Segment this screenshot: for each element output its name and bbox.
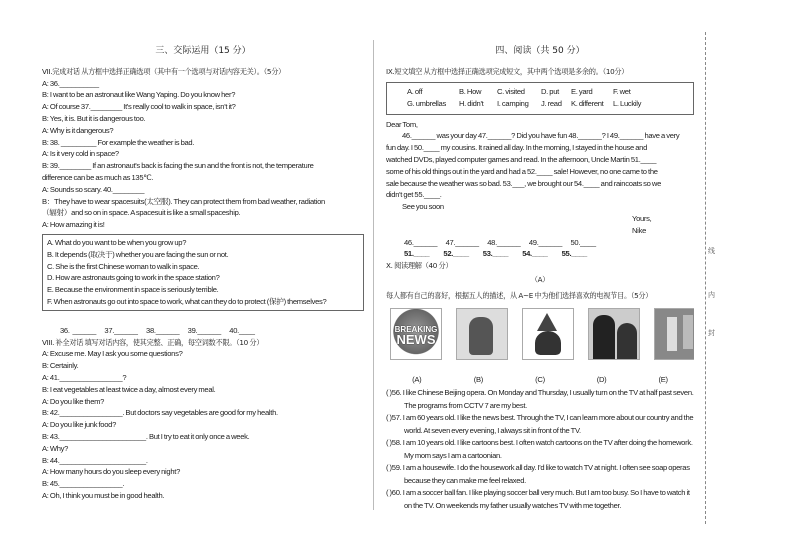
- letter-line: fun day. I 50.____ my cousins. It rained all day. In the morning, I stayed in the house and: [386, 143, 648, 153]
- part-a-label: （A）: [530, 274, 550, 284]
- instruction: 每人都有自己的喜好，根据五人的描述，从 A~E 中为他们选择喜欢的电视节目。（5分）: [386, 290, 653, 300]
- dialog-line: B: 43.______________________. But I try to eat it only once a week.: [42, 431, 250, 441]
- image-label: (B): [473, 374, 483, 384]
- letter-line: watched DVDs, played computer games and read. In the afternoon, Uncle Martin 51.____: [386, 154, 657, 164]
- option-item: A. What do you want to be when you grow up?: [47, 237, 187, 247]
- dialog-line: A: Why?: [42, 443, 69, 453]
- letter-line: some of his old things out in the yard and had a 52.____ sale! However, no one came to the: [386, 166, 658, 176]
- dialog-line: B：They have to wear spacesuits(太空服). They can protect them from bad weather, radiation: [42, 196, 325, 206]
- dialog-completion: [42, 78, 364, 231]
- dialog-line: A: How many hours do you sleep every night?: [42, 467, 181, 477]
- question-item: ( )60. I am a soccer ball fan. I like playing soccer ball very much. But I am too busy. So I have to watch it on the TV. On weekends my father usually watches TV with me together.: [386, 488, 690, 510]
- dialog-line: B: 42.________________. But doctors say vegetables are good for my health.: [42, 408, 278, 418]
- dialog-line: A: Of course 37.________ It's really cool to walk in space, isn't it?: [42, 102, 236, 112]
- dialog-line: A: Do you like junk food?: [42, 420, 117, 430]
- x-heading: X. 阅读理解（40 分）: [386, 261, 453, 271]
- option-item: B. It depends (取决于) whether you are facing the sun or not.: [47, 249, 229, 259]
- letter-line: Dear Tom,: [386, 119, 418, 129]
- question-item: ( )56. I like Chinese Beijing opera. On Monday and Thursday, I usually turn on the TV at half past seven. The programs from CCTV 7 are my best.: [386, 388, 694, 410]
- soccer-image: [654, 308, 694, 360]
- signature-name: Nike: [632, 225, 646, 235]
- opera-image: [456, 308, 508, 360]
- dialog-line: B: Yes, it is. But it is dangerous too.: [42, 113, 146, 123]
- option-item: F. When astronauts go out into space to work, what can they do to protect (保护) themselves?: [47, 296, 327, 306]
- dialog-line: B: I want to be an astronaut like Wang Yaping. Do you know her?: [42, 90, 236, 100]
- question-item: ( )57. I am 60 years old. I like the news best. Through the TV, I can learn more about our country and the world. At seven every evening, I always sit in front of the TV.: [386, 413, 694, 435]
- dialog-line: B: 38. _________ For example the weather is bad.: [42, 137, 195, 147]
- dialog-line: （辐射）and so on in space. A spacesuit is like a small spaceship.: [42, 208, 241, 218]
- word-option: D. put: [541, 86, 559, 96]
- word-option: E. yard: [571, 86, 593, 96]
- dialog-line: B: 39.________ If an astronaut's back is facing the sun and the front is not, the temperature: [42, 161, 314, 171]
- left-column: [42, 44, 364, 502]
- image-label: (D): [596, 374, 607, 384]
- letter-line: 46.______ was your day 47.______? Did you have fun 48.______? I 49.______ have a very: [402, 131, 680, 141]
- dialog-line: A: Sounds so scary. 40.________: [42, 184, 145, 194]
- question-item: ( )59. I am a housewife. I do the housework all day. I'd like to watch TV at night. I often see soap operas because they can make me feel relaxed.: [386, 463, 690, 485]
- dialog-line: A: Why is it dangerous?: [42, 125, 114, 135]
- word-options-row: [407, 86, 693, 99]
- dialog-line: A: 36.__________: [42, 78, 99, 88]
- word-options-box: [386, 82, 694, 115]
- word-option: G. umbrellas: [407, 99, 446, 109]
- margin-mark: 内: [708, 291, 715, 299]
- column-divider: [373, 40, 374, 510]
- right-column: [386, 44, 694, 512]
- soap-opera-image: [588, 308, 640, 360]
- dialog-line: A: Oh, I think you must be in good health.: [42, 490, 165, 500]
- matching-questions: [386, 387, 694, 512]
- signoff: Yours,: [632, 213, 652, 223]
- image-label: (C): [535, 374, 545, 384]
- letter-line: didn't get 55.____.: [386, 190, 442, 200]
- news-logo-text: NEWS: [396, 331, 436, 347]
- dialog-line: difference can be as much as 135℃.: [42, 172, 154, 182]
- word-option: J. read: [541, 99, 562, 109]
- answer-blanks: 36. ______ 37.______ 38.______ 39.______ 40.____: [60, 325, 255, 335]
- answer-blanks: 51.____ 52.____ 53.____ 54.____ 55.____: [404, 249, 587, 259]
- tv-program-images: [390, 308, 694, 362]
- word-options-row: [407, 98, 693, 111]
- options-box: [42, 234, 364, 311]
- binding-cut-line: [705, 32, 706, 524]
- news-image: [390, 308, 442, 360]
- closing: See you soon: [402, 202, 444, 212]
- viii-heading: VIII. 补全对话 填写对话内容，使其完整、正确，每空词数不限。（10 分）: [42, 337, 264, 347]
- ix-heading: IX.短文填空 从方框中选择正确选项完成短文，其中两个选项是多余的。（10分）: [386, 66, 629, 76]
- dialog-line: B: 44.______________________.: [42, 455, 148, 465]
- option-item: D. How are astronauts going to work in the space station?: [47, 273, 220, 283]
- news-logo-text: BREAKING: [394, 324, 438, 334]
- letter-line: sale because the weather was so bad. 53.___, we brought our 54.____ and raincoats so we: [386, 178, 661, 188]
- cartoon-image: [522, 308, 574, 360]
- section-title: 三、交际运用（15 分）: [155, 46, 251, 56]
- image-label: (A): [412, 374, 422, 384]
- question-item: ( )58. I am 10 years old. I like cartoons best. I often watch cartoons on the TV after doing the homework. My mom says I am a cartoonian.: [386, 438, 693, 460]
- word-option: I. camping: [497, 99, 529, 109]
- image-label: (E): [658, 374, 668, 384]
- margin-mark: 线: [708, 247, 715, 255]
- word-option: K. different: [571, 99, 604, 109]
- section-title: 四、阅读（共 50 分）: [495, 46, 585, 56]
- dialog-line: A: 41.________________?: [42, 372, 127, 382]
- image-labels: [386, 374, 694, 386]
- dialog-line: A: Excuse me. May I ask you some questions?: [42, 349, 183, 359]
- letter-passage: [386, 119, 694, 202]
- word-option: C. visited: [497, 86, 525, 96]
- dialog-line: B: 45.________________.: [42, 479, 125, 489]
- dialog-fill: [42, 348, 364, 501]
- dialog-line: B: I eat vegetables at least twice a day, almost every meal.: [42, 384, 216, 394]
- dialog-line: A: Is it very cold in space?: [42, 149, 119, 159]
- answer-blanks: 46.______ 47.______ 48.______ 49.______ 50.____: [404, 237, 596, 247]
- dialog-line: A: Do you like them?: [42, 396, 105, 406]
- word-option: B. How: [459, 86, 482, 96]
- margin-mark: 封: [708, 329, 715, 337]
- word-option: L. Luckily: [613, 99, 642, 109]
- option-item: E. Because the environment in space is seriously terrible.: [47, 285, 219, 295]
- dialog-line: B: Certainly.: [42, 361, 79, 371]
- word-option: H. didn't: [459, 99, 484, 109]
- vii-heading: VII.完成对话 从方框中选择正确选项（其中有一个选项与对话内容无关）。（5分）: [42, 66, 285, 76]
- option-item: C. She is the first Chinese woman to walk in space.: [47, 261, 200, 271]
- dialog-line: A: How amazing it is!: [42, 220, 105, 230]
- word-option: A. off: [407, 86, 423, 96]
- word-option: F. wet: [613, 86, 631, 96]
